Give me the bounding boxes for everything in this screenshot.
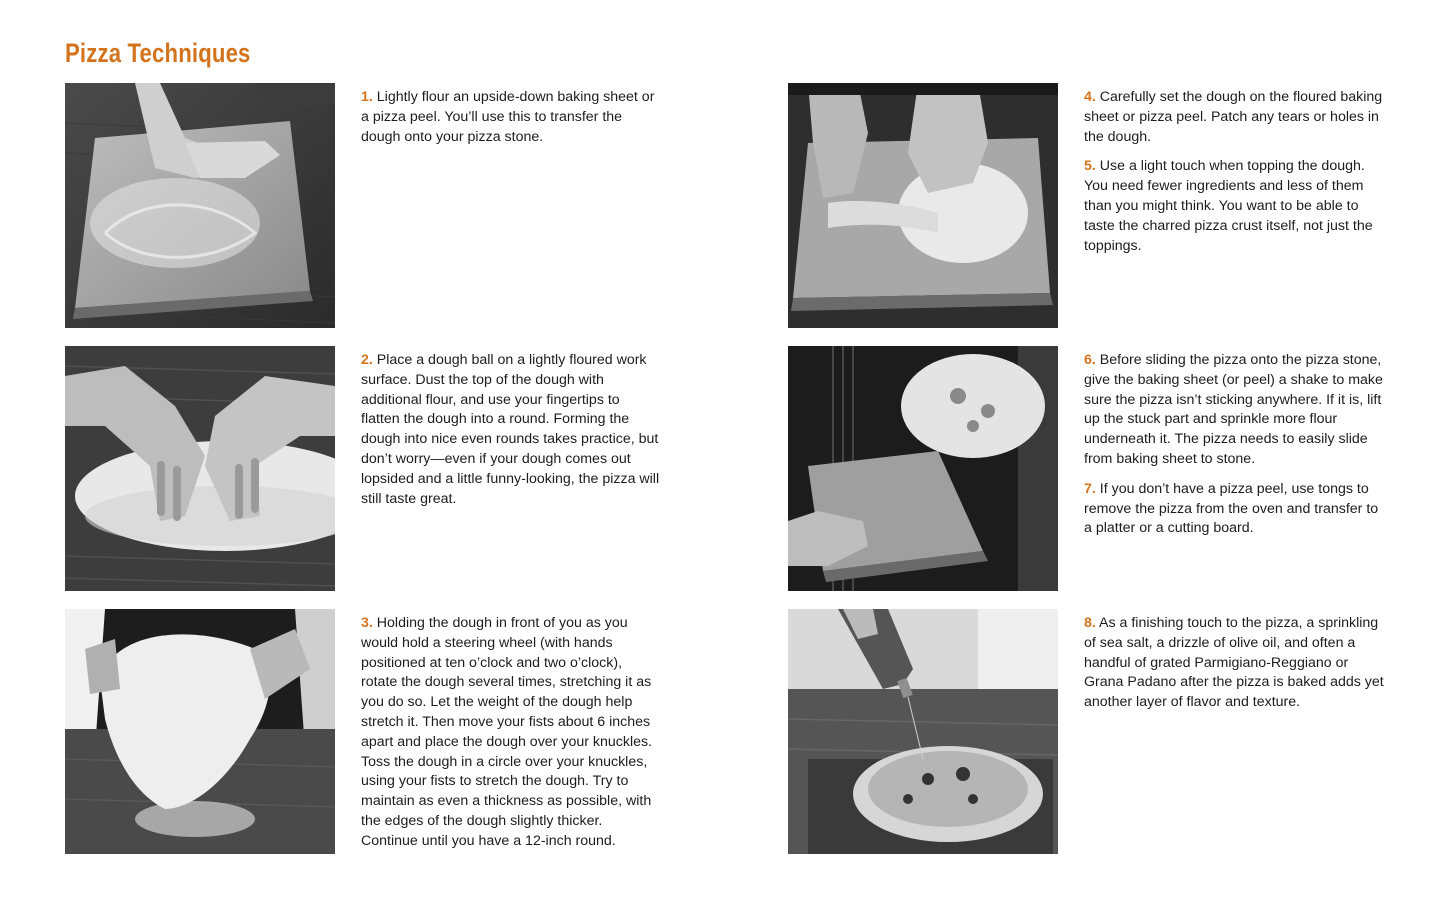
- stretching-dough-photo: [65, 609, 335, 854]
- flattening-dough-photo: [65, 346, 335, 591]
- step-column-5: [1084, 351, 1384, 549]
- step-5: [1084, 157, 1384, 256]
- step-number: 7.: [1084, 480, 1096, 497]
- sliding-pizza-photo: [788, 346, 1058, 591]
- step-text: Lightly flour an upside-down baking sheet or a pizza peel. You’ll use this to transfer the dough onto your pizza stone.: [361, 89, 655, 145]
- step-number: 2.: [361, 352, 373, 368]
- step-column-4: [1084, 88, 1384, 266]
- step-number: 4.: [1084, 89, 1096, 105]
- step-column-1: [361, 88, 661, 157]
- step-8: [1084, 614, 1384, 713]
- step-number: 5.: [1084, 158, 1096, 175]
- step-number: 3.: [361, 615, 373, 631]
- step-4: [1084, 88, 1384, 147]
- step-column-3: [361, 614, 661, 862]
- flouring-baking-sheet-photo: [65, 83, 335, 328]
- step-text: Before sliding the pizza onto the pizza stone, give the baking sheet (or peel) a shake to make sure the pizza isn’t sticking anywhere. If it is, lift up the stuck part and sprinkle more flour underneath it. The pizza needs to easily slide from baking sheet to stone.: [1084, 352, 1383, 467]
- step-number: 8.: [1084, 615, 1096, 631]
- page-title: Pizza Techniques: [65, 38, 251, 68]
- drizzling-olive-oil-photo: [788, 609, 1058, 854]
- step-text: Holding the dough in front of you as you would hold a steering wheel (with hands positioned at ten o’clock and two o’clock), rotate the dough several times, stretching it as you do so. Let the weight of the dough help stretch it. Then move your fists about 6 inches apart and place the dough over your knuckles. Toss the dough in a circle over your knuckles, using your fists to stretch the dough. Try to maintain as even a thickness as possible, with the edges of the dough slightly thicker. Continue until you have a 12-inch round.: [361, 615, 653, 849]
- step-column-6: [1084, 614, 1384, 723]
- step-text: If you don’t have a pizza peel, use tongs to remove the pizza from the oven and transfer to a platter or a cutting board.: [1084, 480, 1379, 537]
- step-text: As a finishing touch to the pizza, a sprinkling of sea salt, a drizzle of olive oil, and often a handful of grated Parmigiano-Reggiano or Grana Padano after the pizza is baked adds yet another layer of flavor and texture.: [1084, 615, 1384, 711]
- step-7: [1084, 480, 1384, 539]
- setting-dough-on-sheet-photo: [788, 83, 1058, 328]
- step-1: [361, 88, 661, 147]
- step-text: Use a light touch when topping the dough. You need fewer ingredients and less of them than you might think. You want to be able to taste the charred pizza crust itself, not just the toppings.: [1084, 158, 1373, 254]
- step-2: [361, 351, 661, 509]
- step-number: 6.: [1084, 352, 1096, 368]
- step-6: [1084, 351, 1384, 470]
- step-3: [361, 614, 661, 852]
- step-text: Carefully set the dough on the floured baking sheet or pizza peel. Patch any tears or holes in the dough.: [1084, 89, 1383, 145]
- step-number: 1.: [361, 89, 373, 105]
- step-text: Place a dough ball on a lightly floured work surface. Dust the top of the dough with additional flour, and use your fingertips to flatten the dough into a round. Forming the dough into nice even rounds takes practice, but don’t worry—even if your dough comes out lopsided and a little funny-looking, the pizza will still taste great.: [361, 352, 660, 507]
- step-column-2: [361, 351, 661, 519]
